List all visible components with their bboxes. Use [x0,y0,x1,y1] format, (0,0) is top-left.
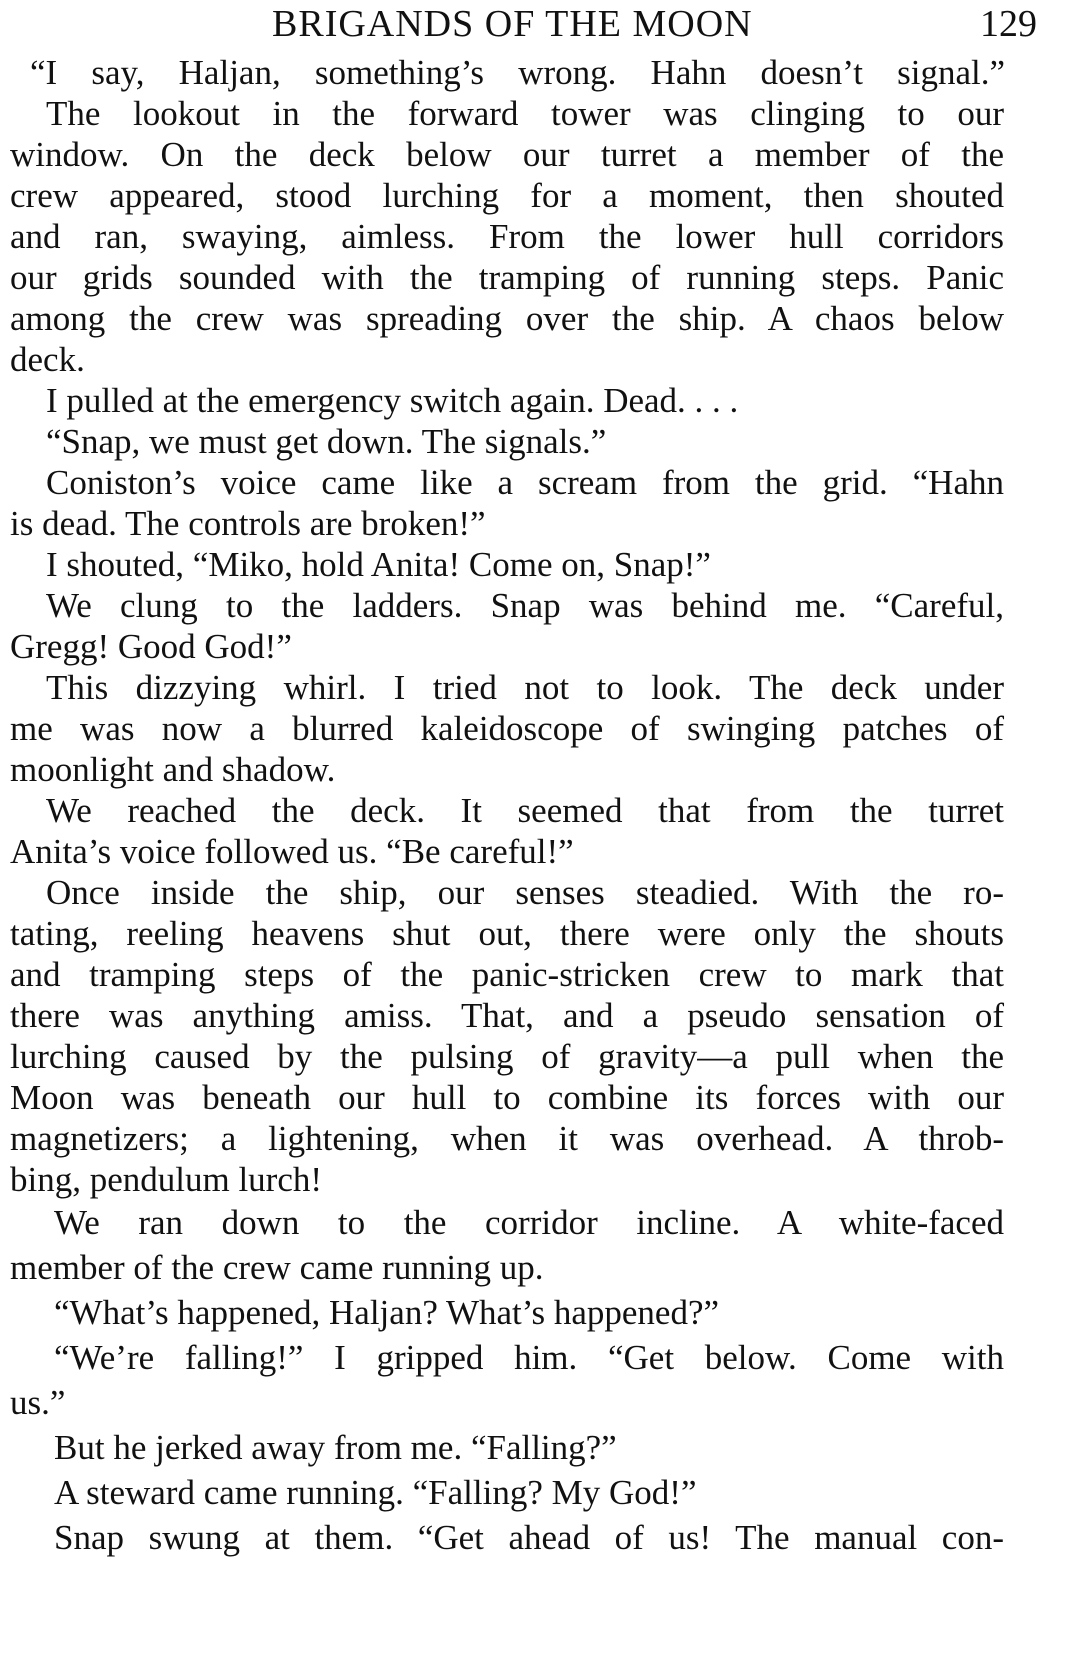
text-line: bing, pendulum lurch! [10,1160,323,1199]
text-line: and ran, swaying, aimless. From the lower hull corridors [10,217,1004,256]
text-line: and tramping steps of the panic-stricken crew to mark that [10,955,1004,994]
text-line: “I say, Haljan, something’s wrong. Hahn doesn’t signal.” [30,53,1005,92]
text-line: me was now a blurred kaleidoscope of swinging patches of [10,709,1004,748]
text-line: Moon was beneath our hull to combine its forces with our [10,1078,1004,1117]
text-line: “What’s happened, Haljan? What’s happened?” [54,1293,720,1332]
text-line: deck. [10,340,85,379]
text-line: among the crew was spreading over the ship. A chaos below [10,299,1004,338]
text-line: We ran down to the corridor incline. A white-faced [54,1203,1004,1242]
text-line: We clung to the ladders. Snap was behind me. “Careful, [46,586,1004,625]
text-line: is dead. The controls are broken!” [10,504,486,543]
text-line: A steward came running. “Falling? My God!” [54,1473,697,1512]
text-line: magnetizers; a lightening, when it was overhead. A throb- [10,1119,1004,1158]
text-line: window. On the deck below our turret a member of the [10,135,1004,174]
text-line: “Snap, we must get down. The signals.” [46,422,607,461]
running-title: BRIGANDS OF THE MOON [272,3,753,45]
text-line: our grids sounded with the tramping of running steps. Panic [10,258,1004,297]
text-line: tating, reeling heavens shut out, there were only the shouts [10,914,1004,953]
text-line: I pulled at the emergency switch again. Dead. . . . [46,381,739,420]
text-line: us.” [10,1383,66,1422]
page-header [0,2,1076,46]
text-line: lurching caused by the pulsing of gravity—a pull when the [10,1037,1004,1076]
text-line: We reached the deck. It seemed that from the turret [46,791,1004,830]
page-number: 129 [980,3,1037,45]
text-line: Coniston’s voice came like a scream from the grid. “Hahn [46,463,1004,502]
text-line: crew appeared, stood lurching for a moment, then shouted [10,176,1004,215]
text-line: member of the crew came running up. [10,1248,544,1287]
text-line: But he jerked away from me. “Falling?” [54,1428,617,1467]
text-line: This dizzying whirl. I tried not to look. The deck under [46,668,1004,707]
text-line: The lookout in the forward tower was clinging to our [46,94,1004,133]
text-line: Snap swung at them. “Get ahead of us! The manual con- [54,1518,1004,1557]
text-line: there was anything amiss. That, and a pseudo sensation of [10,996,1004,1035]
text-line: I shouted, “Miko, hold Anita! Come on, Snap!” [46,545,711,584]
text-line: moonlight and shadow. [10,750,336,789]
text-line: Gregg! Good God!” [10,627,292,666]
text-line: “We’re falling!” I gripped him. “Get below. Come with [54,1338,1004,1377]
text-line: Anita’s voice followed us. “Be careful!” [10,832,574,871]
text-line: Once inside the ship, our senses steadied. With the ro- [46,873,1004,912]
